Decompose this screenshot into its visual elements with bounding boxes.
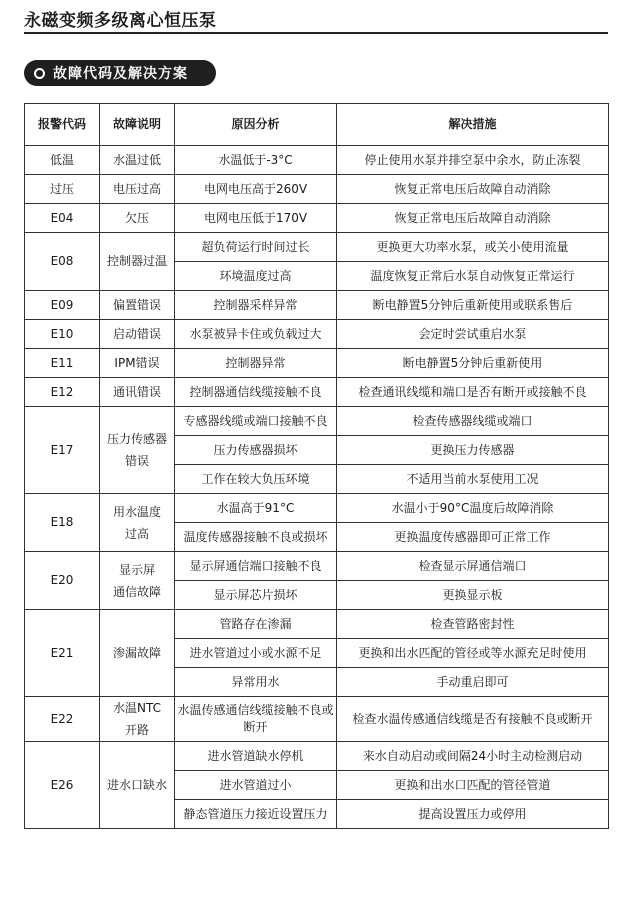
header-solution: 解决措施 bbox=[337, 104, 609, 146]
cause-cell: 显示屏芯片损坏 bbox=[175, 581, 337, 610]
fault-description-line: 电压过高 bbox=[112, 181, 161, 196]
alarm-code-cell: E11 bbox=[25, 349, 100, 378]
table-row bbox=[25, 494, 609, 523]
table-body bbox=[25, 146, 609, 829]
alarm-code-cell: E10 bbox=[25, 320, 100, 349]
solution-cell: 更换压力传感器 bbox=[337, 436, 609, 465]
cause-cell: 温度传感器接触不良或损坏 bbox=[175, 523, 337, 552]
fault-description-cell bbox=[100, 175, 175, 204]
alarm-code-cell: E22 bbox=[25, 697, 100, 742]
section-title: 故障代码及解决方案 bbox=[53, 66, 188, 82]
header-description: 故障说明 bbox=[100, 104, 175, 146]
cause-cell: 电网电压低于170V bbox=[175, 204, 337, 233]
document-title: 永磁变频多级离心恒压泵 bbox=[24, 11, 217, 31]
solution-cell: 更换显示板 bbox=[337, 581, 609, 610]
fault-description-cell bbox=[100, 610, 175, 697]
fault-description-cell bbox=[100, 494, 175, 552]
solution-cell: 断电静置5分钟后重新使用或联系售后 bbox=[337, 291, 609, 320]
solution-cell: 不适用当前水泵使用工况 bbox=[337, 465, 609, 494]
fault-description-cell bbox=[100, 552, 175, 610]
fault-description-line: 偏置错误 bbox=[112, 297, 161, 312]
solution-cell: 来水自动启动或间隔24小时主动检测启动 bbox=[337, 742, 609, 771]
solution-cell: 提高设置压力或停用 bbox=[337, 800, 609, 829]
fault-description-line: 进水口缺水 bbox=[106, 777, 167, 792]
fault-description-line: 过高 bbox=[124, 526, 149, 541]
table-row bbox=[25, 407, 609, 436]
table-row bbox=[25, 146, 609, 175]
fault-description-cell bbox=[100, 697, 175, 742]
cause-cell: 水泵被异卡住或负载过大 bbox=[175, 320, 337, 349]
alarm-code-cell: E04 bbox=[25, 204, 100, 233]
solution-cell: 水温小于90°C温度后故障消除 bbox=[337, 494, 609, 523]
solution-cell: 恢复正常电压后故障自动消除 bbox=[337, 204, 609, 233]
solution-cell: 更换和出水匹配的管径或等水源充足时使用 bbox=[337, 639, 609, 668]
alarm-code-cell: E17 bbox=[25, 407, 100, 494]
cause-cell: 显示屏通信端口接触不良 bbox=[175, 552, 337, 581]
solution-cell: 温度恢复正常后水泵自动恢复正常运行 bbox=[337, 262, 609, 291]
solution-cell: 检查显示屏通信端口 bbox=[337, 552, 609, 581]
table-row bbox=[25, 378, 609, 407]
fault-description-cell bbox=[100, 742, 175, 829]
solution-cell: 检查通讯线缆和端口是否有断开或接触不良 bbox=[337, 378, 609, 407]
cause-cell: 水温高于91°C bbox=[175, 494, 337, 523]
table-header-row bbox=[25, 104, 609, 146]
solution-cell: 更换温度传感器即可正常工作 bbox=[337, 523, 609, 552]
table-row bbox=[25, 742, 609, 771]
cause-cell: 环境温度过高 bbox=[175, 262, 337, 291]
fault-description-line: 启动错误 bbox=[112, 326, 161, 341]
solution-cell: 手动重启即可 bbox=[337, 668, 609, 697]
table-row bbox=[25, 204, 609, 233]
fault-description-cell bbox=[100, 378, 175, 407]
cause-cell: 静态管道压力接近设置压力 bbox=[175, 800, 337, 829]
table-row bbox=[25, 320, 609, 349]
solution-cell: 检查传感器线缆或端口 bbox=[337, 407, 609, 436]
fault-description-line: IPM错误 bbox=[114, 355, 160, 370]
cause-cell: 工作在较大负压环境 bbox=[175, 465, 337, 494]
fault-description-line: 通讯错误 bbox=[112, 384, 161, 399]
alarm-code-cell: E20 bbox=[25, 552, 100, 610]
fault-description-line: 欠压 bbox=[124, 210, 149, 225]
table-row bbox=[25, 552, 609, 581]
fault-description-line: 水温过低 bbox=[112, 152, 161, 167]
fault-description-cell bbox=[100, 233, 175, 291]
section-heading bbox=[24, 60, 216, 86]
table-row bbox=[25, 697, 609, 742]
fault-description-line: 控制器过温 bbox=[106, 254, 167, 268]
solution-cell: 更换更大功率水泵，或关小使用流量 bbox=[337, 233, 609, 262]
fault-description-cell bbox=[100, 349, 175, 378]
cause-cell: 异常用水 bbox=[175, 668, 337, 697]
cause-cell: 电网电压高于260V bbox=[175, 175, 337, 204]
cause-cell: 管路存在渗漏 bbox=[175, 610, 337, 639]
fault-description-line: 显示屏 bbox=[118, 562, 155, 577]
solution-cell: 检查水温传感通信线缆是否有接触不良或断开 bbox=[337, 697, 609, 742]
alarm-code-cell: 过压 bbox=[25, 175, 100, 204]
fault-description-cell bbox=[100, 146, 175, 175]
alarm-code-cell: E09 bbox=[25, 291, 100, 320]
solution-cell: 会定时尝试重启水泵 bbox=[337, 320, 609, 349]
solution-cell: 停止使用水泵并排空泵中余水，防止冻裂 bbox=[337, 146, 609, 175]
fault-description-cell bbox=[100, 291, 175, 320]
cause-cell: 控制器通信线缆接触不良 bbox=[175, 378, 337, 407]
cause-cell: 超负荷运行时间过长 bbox=[175, 233, 337, 262]
fault-description-line: 渗漏故障 bbox=[112, 645, 161, 660]
fault-description-line: 水温NTC bbox=[113, 701, 161, 715]
alarm-code-cell: E08 bbox=[25, 233, 100, 291]
alarm-code-cell: E18 bbox=[25, 494, 100, 552]
alarm-code-cell: E21 bbox=[25, 610, 100, 697]
solution-cell: 恢复正常电压后故障自动消除 bbox=[337, 175, 609, 204]
fault-description-line: 通信故障 bbox=[112, 584, 161, 599]
solution-cell: 断电静置5分钟后重新使用 bbox=[337, 349, 609, 378]
table-row bbox=[25, 349, 609, 378]
fault-description-cell bbox=[100, 407, 175, 494]
cause-cell: 专感器线缆或端口接触不良 bbox=[175, 407, 337, 436]
cause-cell: 进水管道过小或水源不足 bbox=[175, 639, 337, 668]
cause-cell: 控制器异常 bbox=[175, 349, 337, 378]
table-row bbox=[25, 233, 609, 262]
cause-cell: 水温传感通信线缆接触不良或断开 bbox=[175, 697, 337, 742]
cause-cell: 进水管道过小 bbox=[175, 771, 337, 800]
solution-cell: 更换和出水口匹配的管径管道 bbox=[337, 771, 609, 800]
solution-cell: 检查管路密封性 bbox=[337, 610, 609, 639]
cause-cell: 控制器采样异常 bbox=[175, 291, 337, 320]
fault-description-cell bbox=[100, 204, 175, 233]
fault-description-line: 压力传感器 bbox=[106, 432, 167, 446]
fault-code-table bbox=[24, 103, 609, 829]
alarm-code-cell: E26 bbox=[25, 742, 100, 829]
cause-cell: 水温低于-3°C bbox=[175, 146, 337, 175]
table-row bbox=[25, 610, 609, 639]
title-divider bbox=[24, 32, 608, 34]
header-cause: 原因分析 bbox=[175, 104, 337, 146]
alarm-code-cell: E12 bbox=[25, 378, 100, 407]
fault-description-line: 用水温度 bbox=[112, 504, 161, 519]
cause-cell: 压力传感器损坏 bbox=[175, 436, 337, 465]
header-code: 报警代码 bbox=[25, 104, 100, 146]
table-row bbox=[25, 175, 609, 204]
alarm-code-cell: 低温 bbox=[25, 146, 100, 175]
fault-description-cell bbox=[100, 320, 175, 349]
fault-description-line: 开路 bbox=[124, 723, 149, 737]
circle-icon bbox=[34, 68, 45, 79]
cause-cell: 进水管道缺水停机 bbox=[175, 742, 337, 771]
fault-description-line: 错误 bbox=[124, 454, 149, 468]
table-row bbox=[25, 291, 609, 320]
